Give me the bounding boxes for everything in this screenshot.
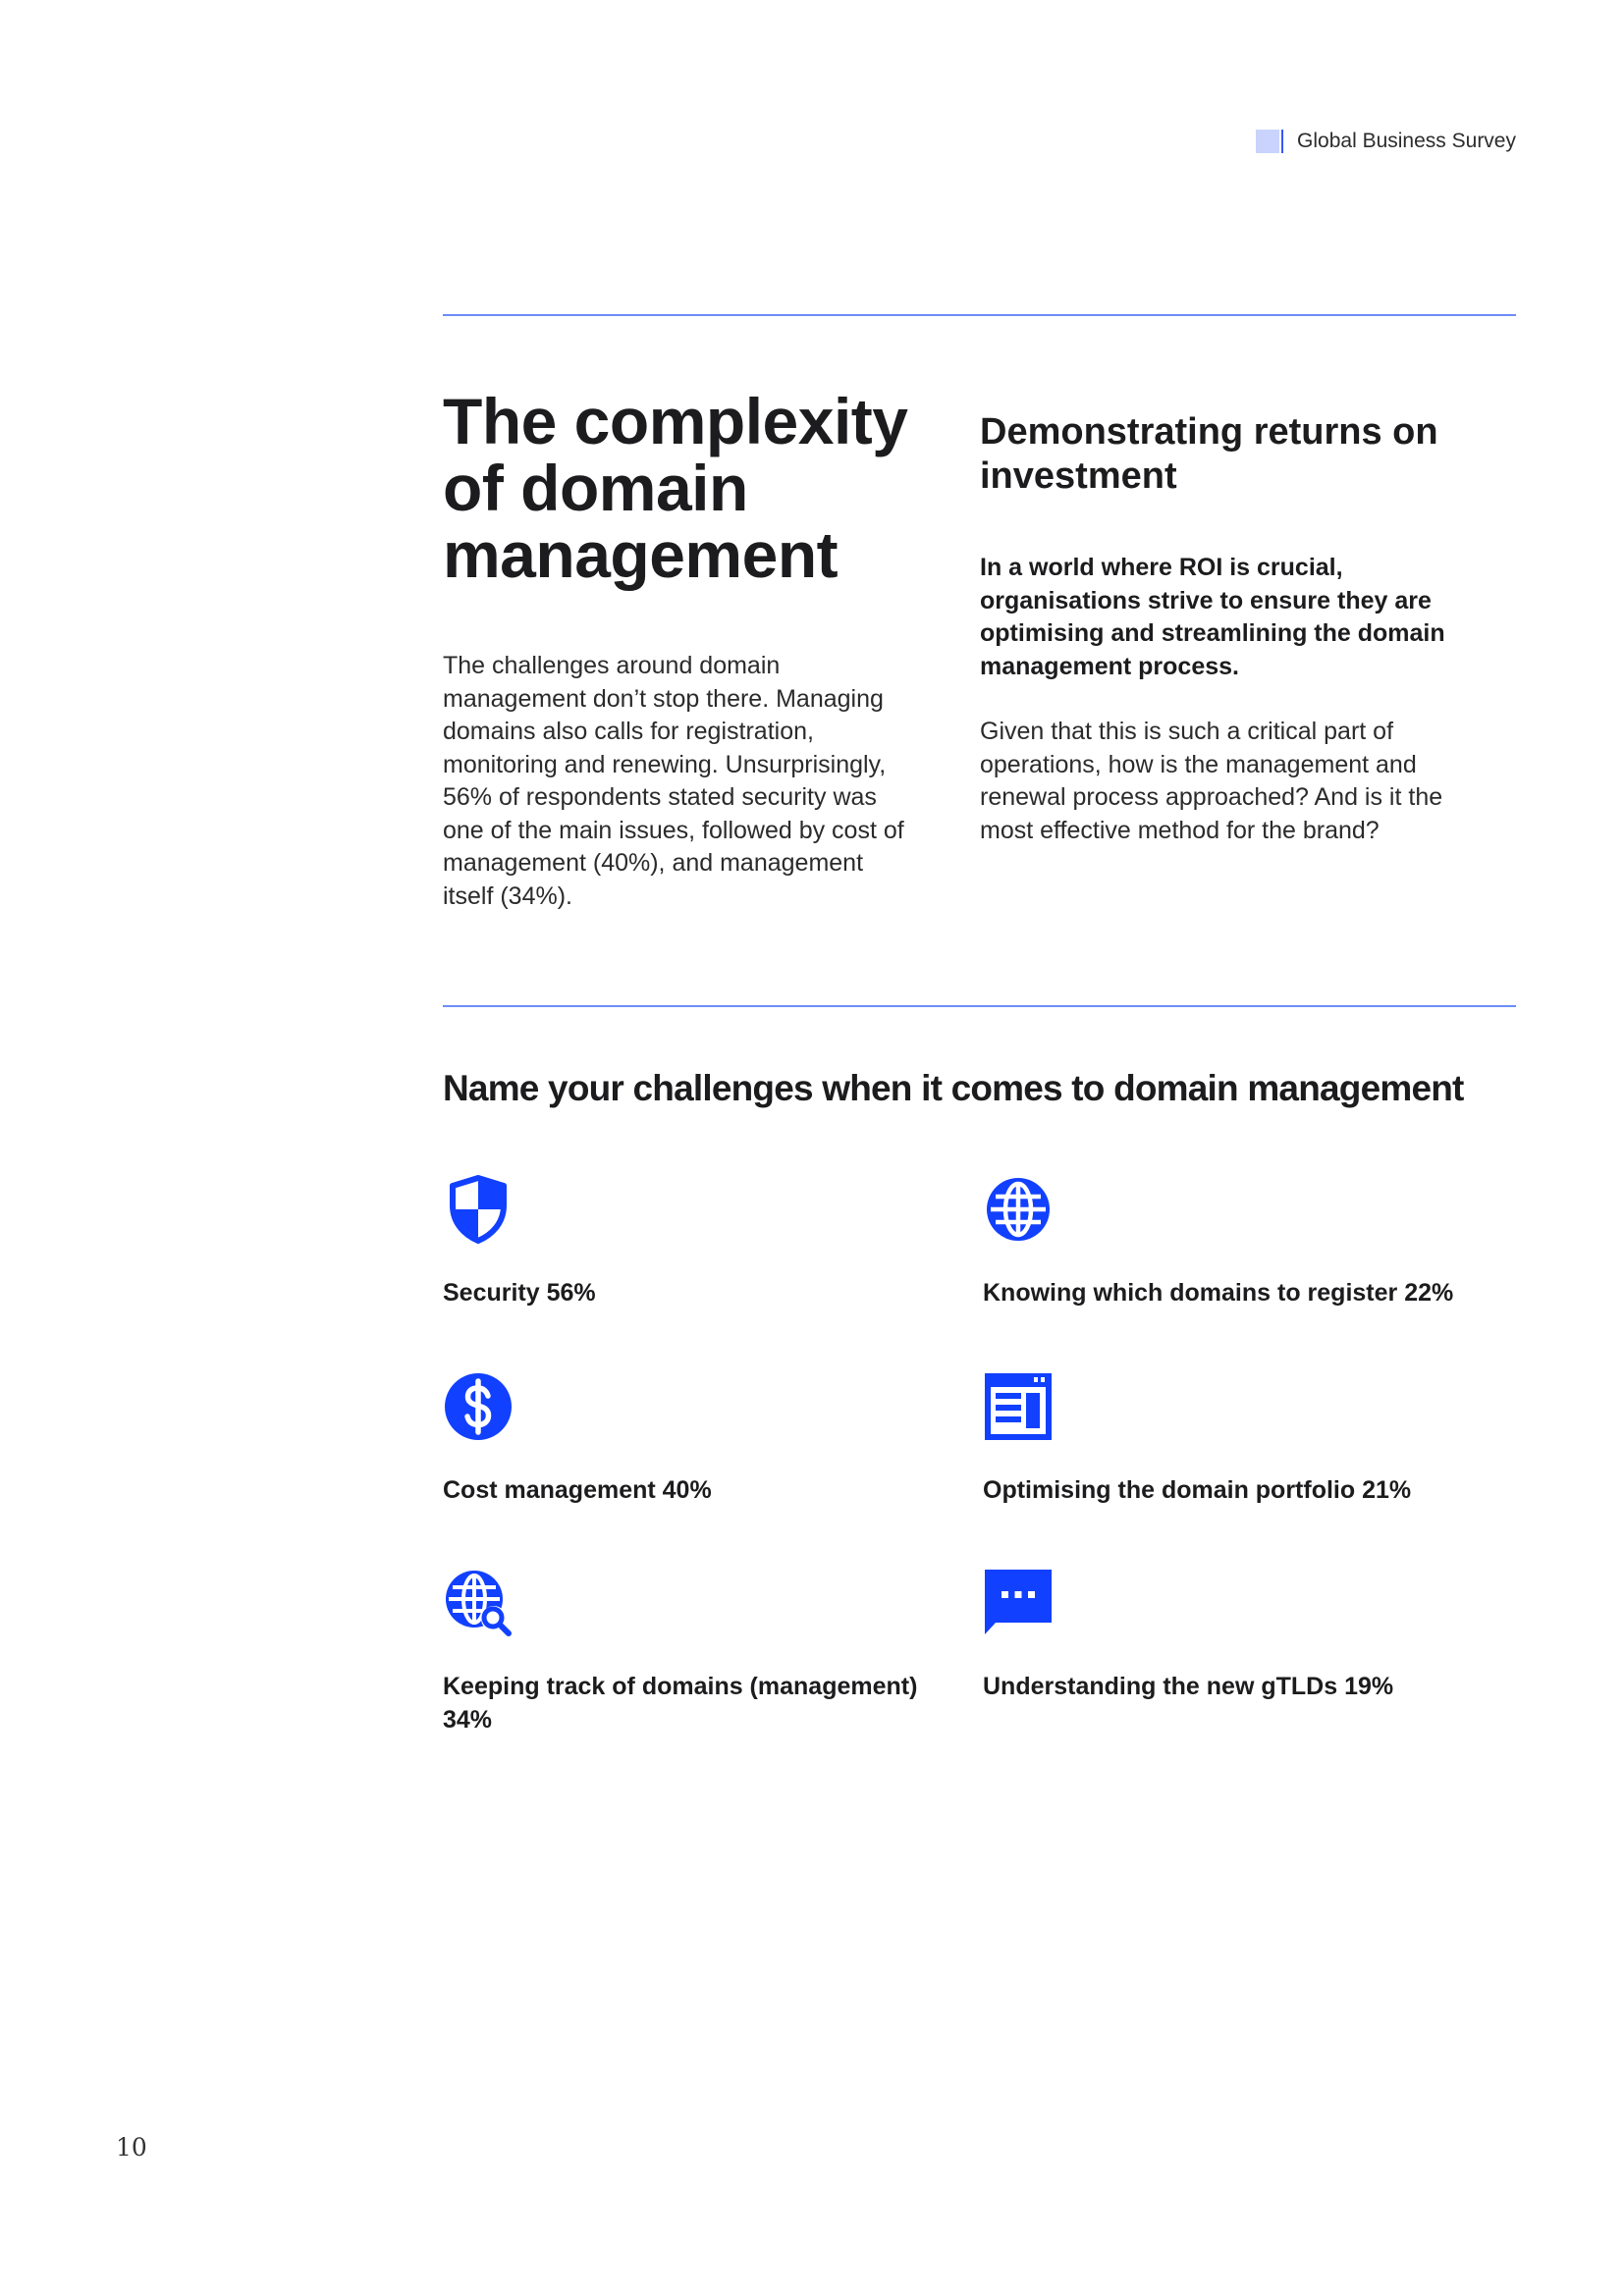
dollar-icon (443, 1371, 514, 1442)
roi-heading: Demonstrating returns on investment (980, 411, 1438, 497)
page-number: 10 (116, 2133, 147, 2162)
challenges-heading: Name your challenges when it comes to domain management (443, 1068, 1464, 1108)
challenge-label: Security 56% (443, 1279, 596, 1307)
challenge-label: Keeping track of domains (management) 34% (443, 1673, 918, 1734)
challenge-label: Cost management 40% (443, 1476, 712, 1504)
globe-search-icon (443, 1568, 514, 1638)
header-tag (1256, 130, 1516, 153)
roi-body-paragraph: Given that this is such a critical part of operations, how is the management and renewal process approached? And is it the most effective method for the brand? (980, 718, 1443, 844)
challenge-label: Knowing which domains to register 22% (983, 1279, 1454, 1307)
header-square-icon (1256, 130, 1279, 153)
globe-icon (983, 1174, 1054, 1245)
chat-bubble-icon (983, 1568, 1054, 1638)
top-divider (443, 314, 1516, 316)
page-title: The complexity of domain management (443, 385, 908, 591)
shield-icon (443, 1174, 514, 1245)
challenge-label: Understanding the new gTLDs 19% (983, 1673, 1394, 1700)
portfolio-window-icon (983, 1371, 1054, 1442)
section-divider (443, 1005, 1516, 1007)
intro-paragraph: The challenges around domain management don’t stop there. Managing domains also calls for registration, monitoring and renewing. Unsurprisingly, 56% of respondents stated security was one of the main issues, followed by cost of management (40%), and management itself (34%). (443, 652, 904, 910)
roi-lead-paragraph: In a world where ROI is crucial, organisations strive to ensure they are optimising and streamlining the domain management process. (980, 554, 1445, 680)
challenge-label: Optimising the domain portfolio 21% (983, 1476, 1412, 1504)
header-label: Global Business Survey (1297, 130, 1516, 152)
header-divider (1281, 130, 1283, 153)
